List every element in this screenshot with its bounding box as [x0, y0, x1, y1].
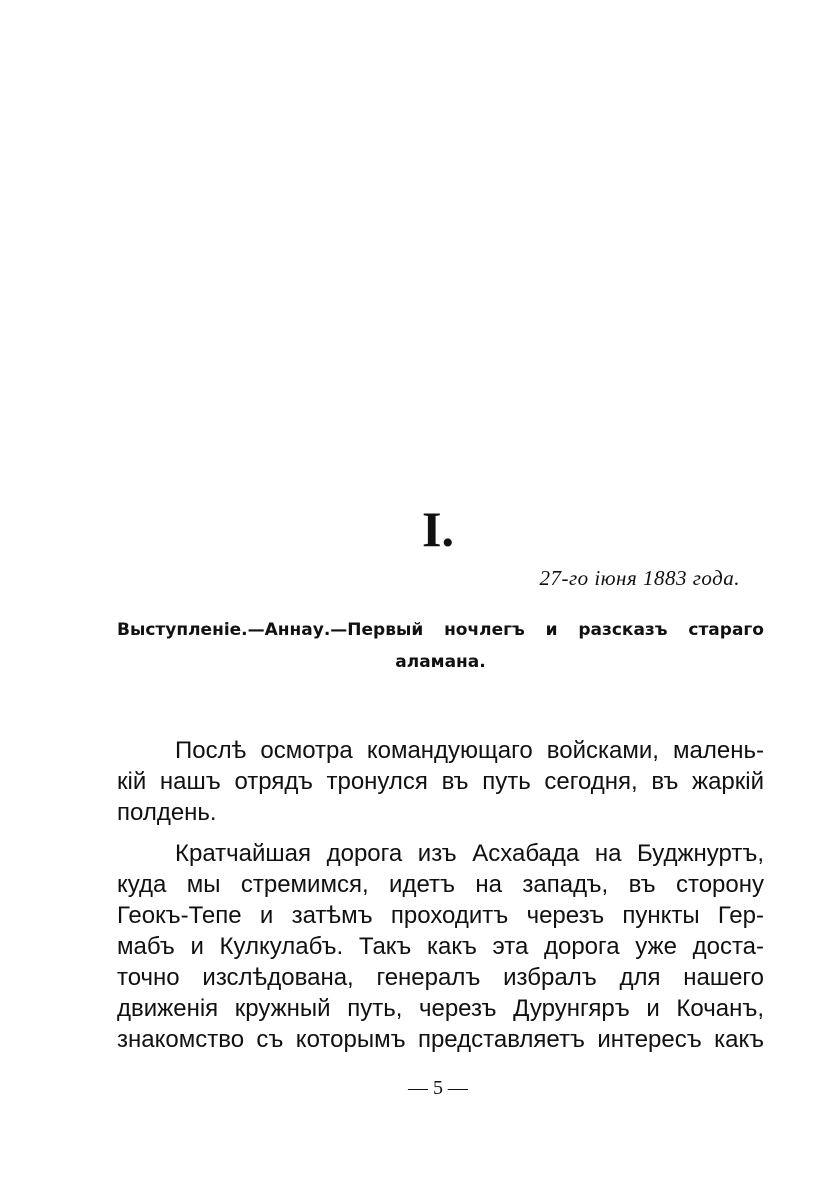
page-number: — 5 —	[408, 1077, 468, 1099]
body-text	[117, 735, 764, 1055]
text-line: куда мы стремимся, идетъ на западъ, въ сторону	[117, 871, 764, 898]
text-line: полдень.	[117, 799, 217, 826]
paragraph	[117, 838, 764, 1055]
text-line: точно изслѣдована, генералъ избралъ для нашего	[117, 964, 764, 991]
text-line: движенія кружный путь, черезъ Дурунгяръ и Кочанъ,	[117, 995, 764, 1022]
text-line: Геокъ-Тепе и затѣмъ проходитъ черезъ пункты Гер-	[117, 902, 764, 929]
summary-line: Выступленіе.—Аннау.—Первый ночлегъ и разсказъ стараго	[117, 620, 764, 640]
text-line: Кратчайшая дорога изъ Асхабада на Буджнуртъ,	[175, 840, 764, 867]
text-line: мабъ и Кулкулабъ. Такъ какъ эта дорога уже доста-	[117, 933, 764, 960]
text-line: Послѣ осмотра командующаго войсками, малень-	[175, 737, 764, 764]
summary-line: аламана.	[395, 652, 486, 672]
chapter-date: 27-го іюня 1883 года.	[539, 566, 740, 590]
text-line: знакомство съ которымъ представляетъ интересъ какъ	[117, 1026, 764, 1053]
text-line: кій нашъ отрядъ тронулся въ путь сегодня, въ жаркій	[117, 768, 764, 795]
chapter-summary	[117, 614, 764, 678]
chapter-number: I.	[422, 501, 454, 557]
paragraph	[117, 735, 764, 828]
